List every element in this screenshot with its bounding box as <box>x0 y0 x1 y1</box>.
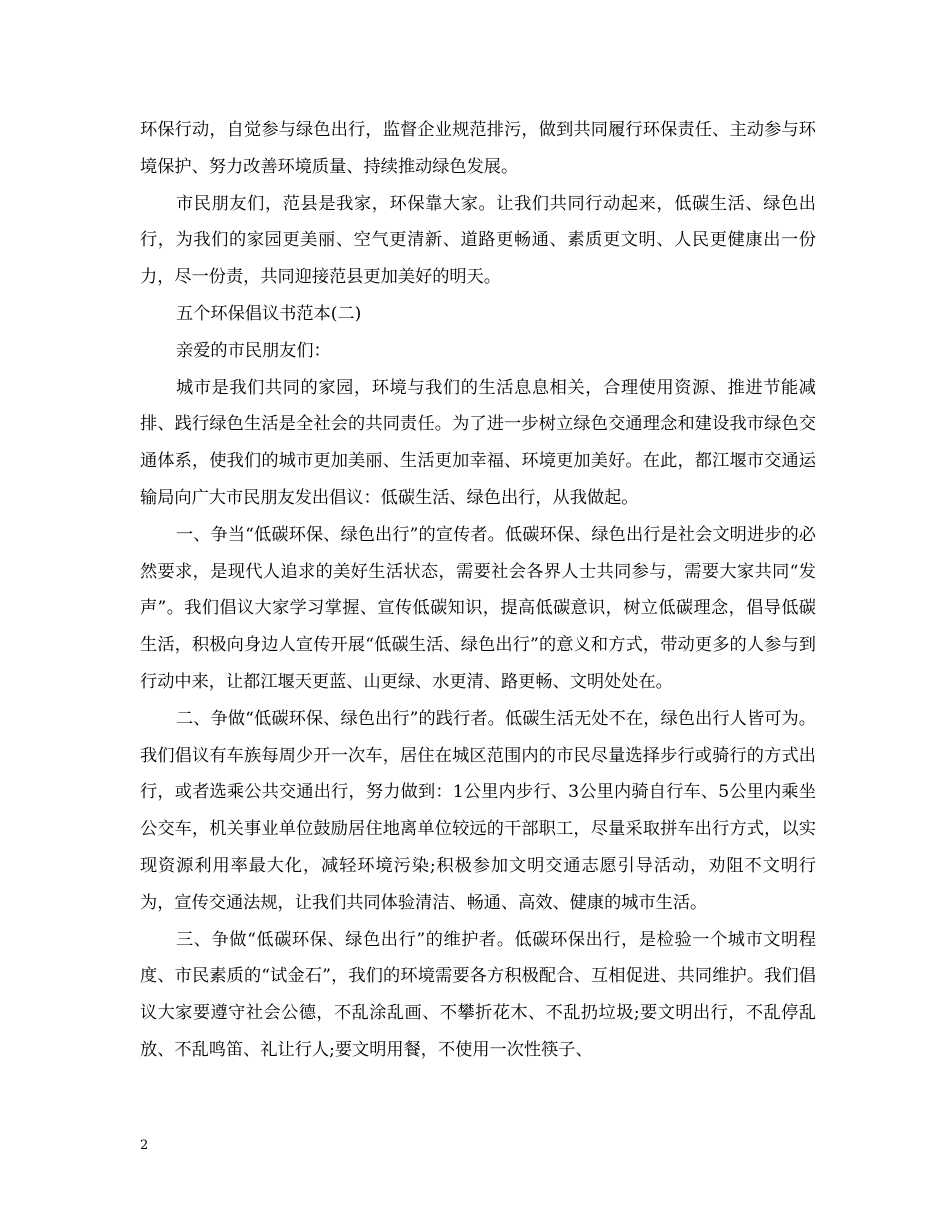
paragraph-1: 环保行动，自觉参与绿色出行，监督企业规范排污，做到共同履行环保责任、主动参与环境保护、努力改善环境质量、持续推动绿色发展。 <box>140 120 816 177</box>
paragraph-intro: 城市是我们共同的家园，环境与我们的生活息息相关，合理使用资源、推进节能减排、践行绿色生活是全社会的共同责任。为了进一步树立绿色交通理念和建设我市绿色交通体系，使我们的城市更加美丽、生活更加幸福、环境更加美好。在此，都江堰市交通运输局向广大市民朋友发出倡议：低碳生活、绿色出行，从我做起。 <box>140 377 816 508</box>
salutation: 亲爱的市民朋友们： <box>176 340 331 361</box>
paragraph-point-1: 一、争当“低碳环保、绿色出行”的宣传者。低碳环保、绿色出行是社会文明进步的必然要求，是现代人追求的美好生活状态，需要社会各界人士共同参与，需要大家共同“发声”。我们倡议大家学习掌握、宣传低碳知识，提高低碳意识，树立低碳理念，倡导低碳生活，积极向身边人宣传开展“低碳生活、绿色出行”的意义和方式，带动更多的人参与到行动中来，让都江堰天更蓝、山更绿、水更清、路更畅、文明处处在。 <box>140 524 816 692</box>
paragraph-point-3: 三、争做“低碳环保、绿色出行”的维护者。低碳环保出行，是检验一个城市文明程度、市民素质的“试金石”，我们的环境需要各方积极配合、互相促进、共同维护。我们倡议大家要遵守社会公德，不乱涂乱画、不攀折花木、不乱扔垃圾;要文明出行，不乱停乱放、不乱鸣笛、礼让行人;要文明用餐，不使用一次性筷子、 <box>140 929 816 1060</box>
paragraph-point-2: 二、争做“低碳环保、绿色出行”的践行者。低碳生活无处不在，绿色出行人皆可为。我们倡议有车族每周少开一次车，居住在城区范围内的市民尽量选择步行或骑行的方式出行，或者选乘公共交通出行，努力做到：1公里内步行、3公里内骑自行车、5公里内乘坐公交车，机关事业单位鼓励居住地离单位较远的干部职工，尽量采取拼车出行方式，以实现资源利用率最大化，减轻环境污染;积极参加文明交通志愿引导活动，劝阻不文明行为，宣传交通法规，让我们共同体验清洁、畅通、高效、健康的城市生活。 <box>140 708 816 913</box>
paragraph-2: 市民朋友们，范县是我家，环保靠大家。让我们共同行动起来，低碳生活、绿色出行，为我们的家园更美丽、空气更清新、道路更畅通、素质更文明、人民更健康出一份力，尽一份责，共同迎接范县更加美好的明天。 <box>140 193 816 288</box>
document-body <box>140 112 816 1069</box>
page-number: 2 <box>140 1138 149 1153</box>
section-heading: 五个环保倡议书范本(二) <box>176 303 362 324</box>
